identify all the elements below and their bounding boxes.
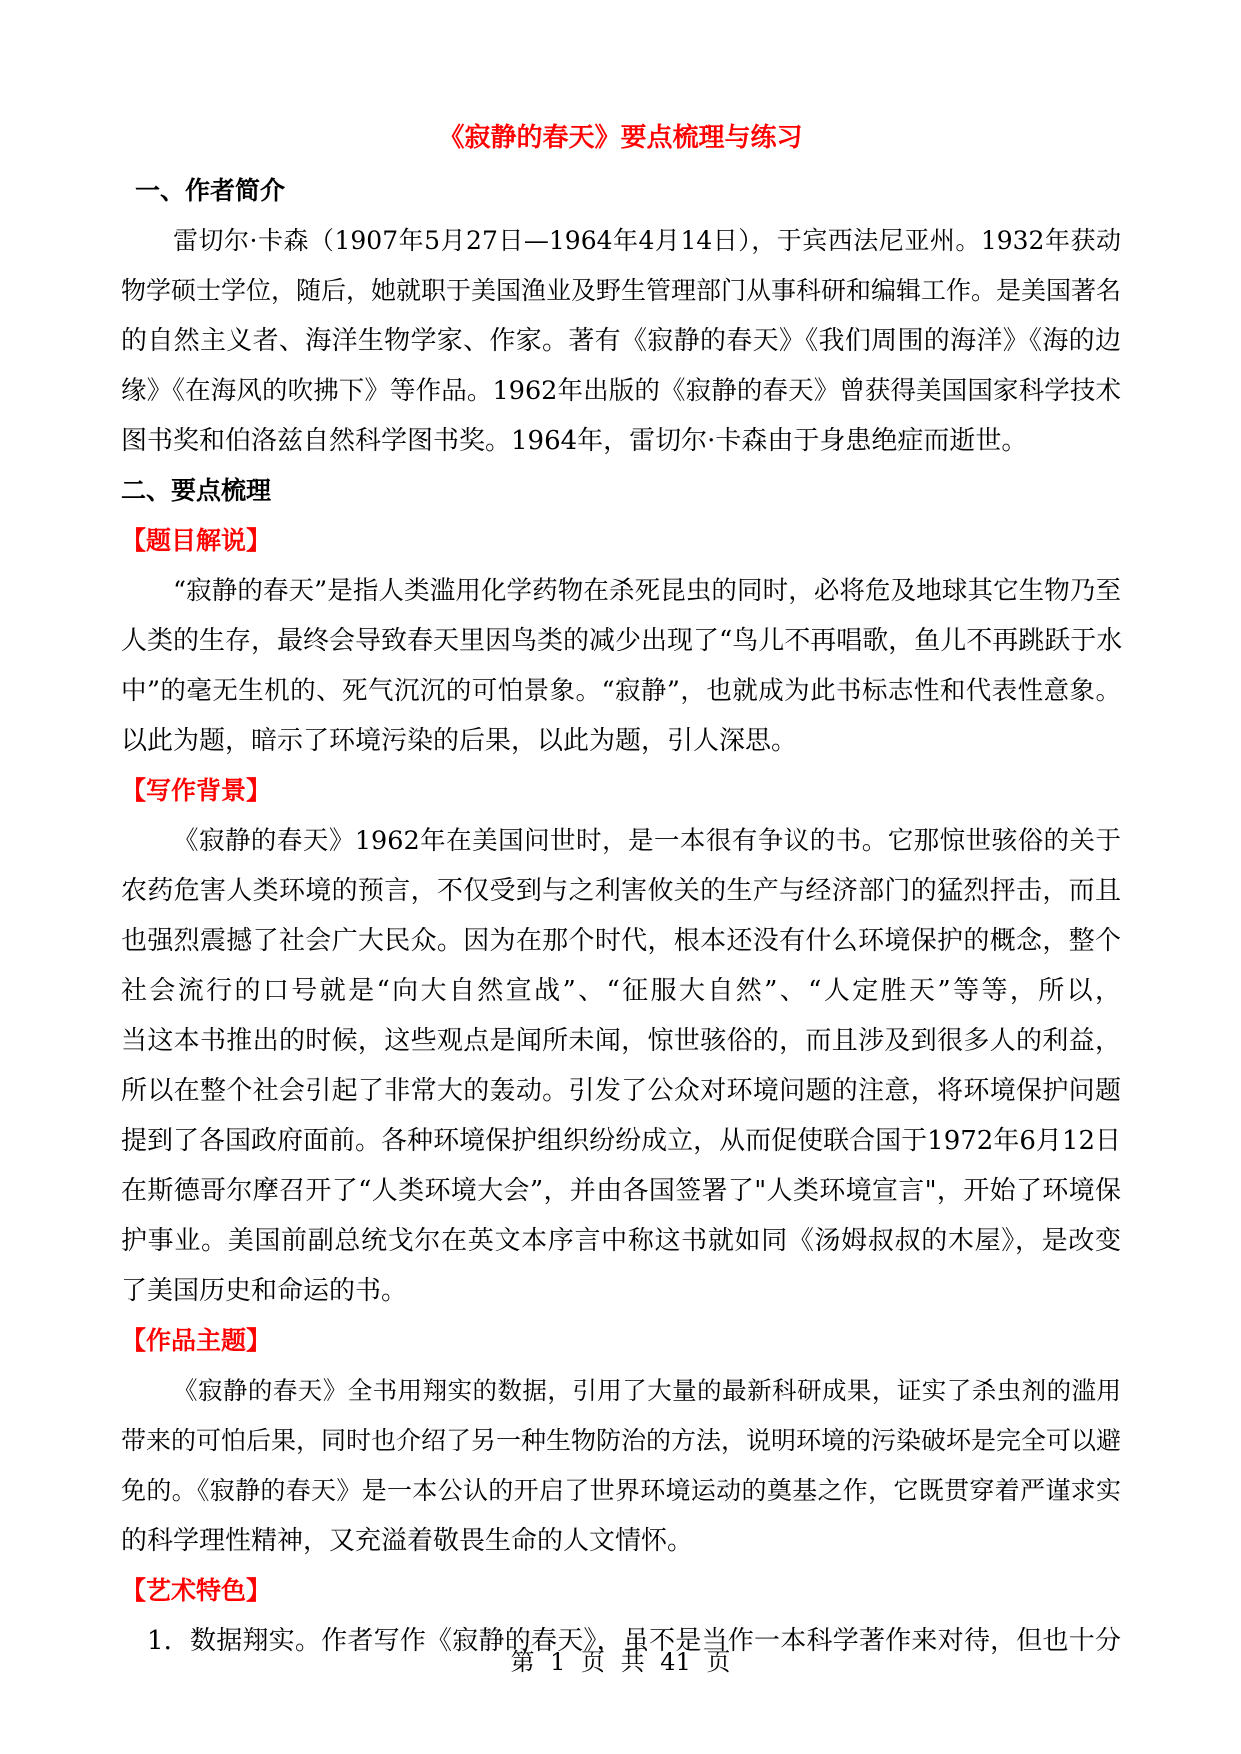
background-line: 当这本书推出的时候，这些观点是闻所未闻，惊世骇俗的，而且涉及到很多人的利益， (121, 1026, 1121, 1056)
author-line: 雷切尔·卡森（1907年5月27日—1964年4月14日），于宾西法尼亚州。1932年获动 (173, 226, 1121, 255)
title-explanation-label: 【题目解说】 (121, 526, 272, 555)
art-line: 1．数据翔实。作者写作《寂静的春天》，虽不是当作一本科学著作来对待，但也十分 (147, 1626, 1121, 1656)
title-explanation-line: 中”的毫无生机的、死气沉沉的可怕景象。“寂静”，也就成为此书标志性和代表性意象。 (121, 676, 1121, 706)
points-heading: 二、要点梳理 (121, 476, 272, 505)
author-line: 物学硕士学位，随后，她就职于美国渔业及野生管理部门从事科研和编辑工作。是美国著名 (121, 276, 1122, 305)
background-line: 在斯德哥尔摩召开了“人类环境大会”，并由各国签署了"人类环境宣言"，开始了环境保 (121, 1176, 1121, 1206)
theme-line: 《寂静的春天》全书用翔实的数据，引用了大量的最新科研成果，证实了杀虫剂的滥用 (173, 1376, 1121, 1405)
background-line: 《寂静的春天》1962年在美国问世时，是一本很有争议的书。它那惊世骇俗的关于 (173, 826, 1121, 856)
background-line: 社会流行的口号就是“向大自然宣战”、“征服大自然”、“人定胜天”等等，所以， (121, 976, 1121, 1006)
author-line: 图书奖和伯洛兹自然科学图书奖。1964年，雷切尔·卡森由于身患绝症而逝世。 (121, 426, 1028, 456)
document-title: 《寂静的春天》要点梳理与练习 (438, 123, 803, 153)
document-body (121, 166, 1121, 1666)
background-line: 也强烈震撼了社会广大民众。因为在那个时代，根本还没有什么环境保护的概念，整个 (121, 926, 1121, 956)
title-explanation-line: 以此为题，暗示了环境污染的后果，以此为题，引人深思。 (121, 726, 798, 756)
background-line: 农药危害人类环境的预言，不仅受到与之利害攸关的生产与经济部门的猛烈抨击，而且 (121, 876, 1121, 906)
background-line: 护事业。美国前副总统戈尔在英文本序言中称这书就如同《汤姆叔叔的木屋》，是改变 (121, 1226, 1121, 1256)
page-footer: 第 1 页 共 41 页 (510, 1648, 731, 1676)
title-explanation-line: “寂静的春天”是指人类滥用化学药物在杀死昆虫的同时，必将危及地球其它生物乃至 (173, 576, 1121, 606)
background-line: 所以在整个社会引起了非常大的轰动。引发了公众对环境问题的注意，将环境保护问题 (121, 1076, 1121, 1106)
art-label: 【艺术特色】 (121, 1576, 272, 1605)
theme-line: 免的。《寂静的春天》是一本公认的开启了世界环境运动的奠基之作，它既贯穿着严谨求实 (121, 1476, 1121, 1505)
theme-line: 带来的可怕后果，同时也介绍了另一种生物防治的方法，说明环境的污染破坏是完全可以避 (121, 1426, 1122, 1455)
background-label: 【写作背景】 (121, 776, 272, 805)
background-line: 了美国历史和命运的书。 (121, 1276, 408, 1306)
background-line: 提到了各国政府面前。各种环境保护组织纷纷成立，从而促使联合国于1972年6月12日 (121, 1126, 1121, 1156)
title-explanation-line: 人类的生存，最终会导致春天里因鸟类的减少出现了“鸟儿不再唱歌，鱼儿不再跳跃于水 (121, 626, 1123, 656)
author-heading: 一、作者简介 (135, 176, 286, 205)
theme-line: 的科学理性精神，又充溢着敬畏生命的人文情怀。 (121, 1526, 694, 1556)
theme-label: 【作品主题】 (121, 1326, 272, 1355)
author-line: 缘》《在海风的吹拂下》等作品。1962年出版的《寂静的春天》曾获得美国国家科学技术 (121, 376, 1121, 406)
author-line: 的自然主义者、海洋生物学家、作家。著有《寂静的春天》《我们周围的海洋》《海的边 (121, 326, 1121, 356)
